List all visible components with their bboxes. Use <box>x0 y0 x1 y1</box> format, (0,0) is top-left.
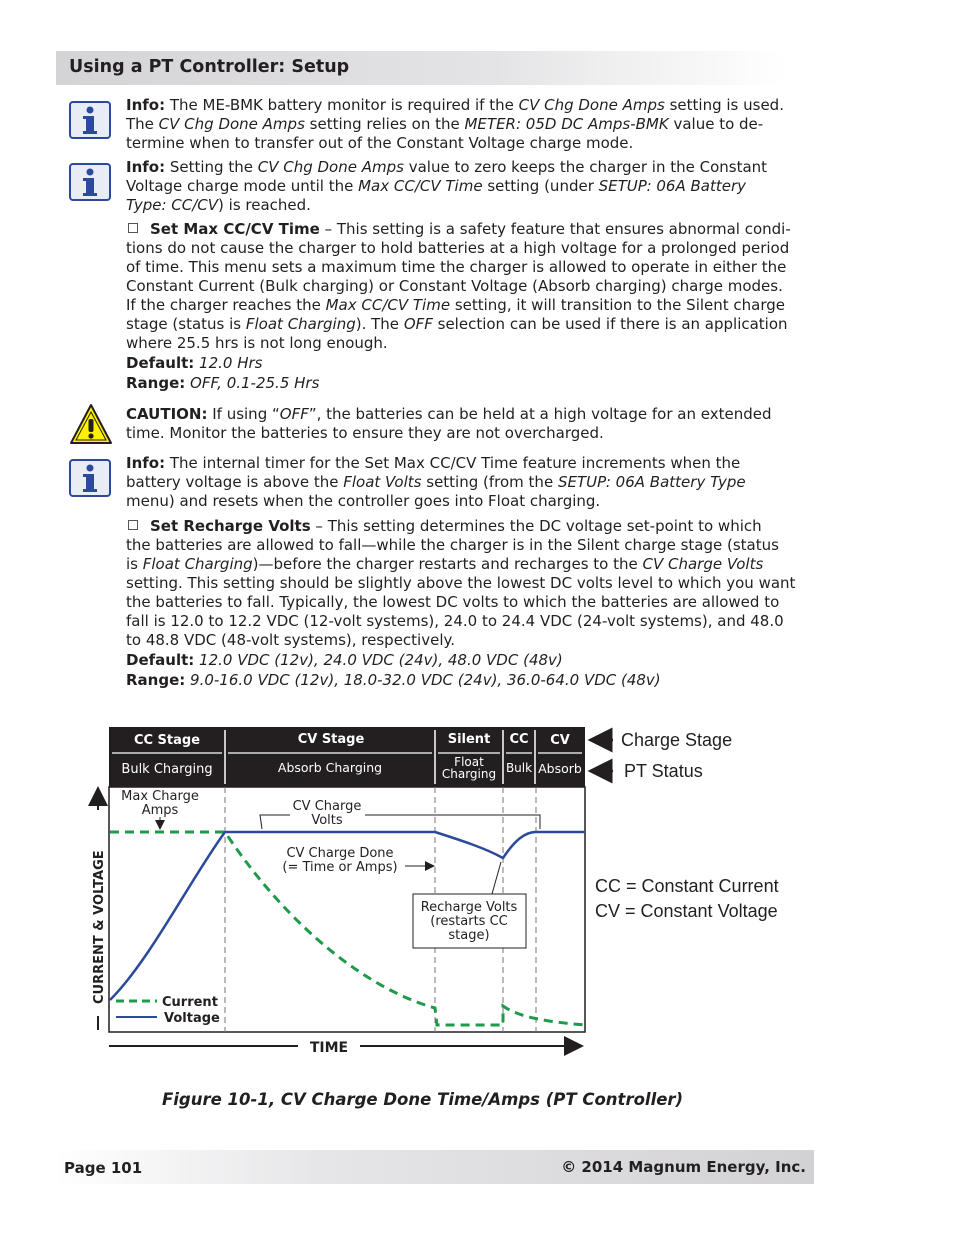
y-axis-label: CURRENT & VOLTAGE <box>92 850 107 1004</box>
caution-triangle-icon <box>69 403 113 445</box>
checkbox-icon <box>128 223 138 233</box>
cv-charge-volts-label: CV Charge <box>292 799 362 814</box>
section-title: Using a PT Controller: Setup <box>69 57 350 77</box>
copyright: © 2014 Magnum Energy, Inc. <box>561 1158 806 1176</box>
info-note-zero: Info: Setting the CV Chg Done Amps value to zero keeps the charger in the Constant Voltage charge mode until the Max CC/CV Time setting (under SETUP: 06A Battery Type: CC/CV) is reached. <box>126 158 768 214</box>
status-label: Bulk Charging <box>121 762 213 777</box>
max-charge-amps-label: Amps <box>141 803 179 818</box>
info-icon <box>69 101 111 139</box>
figure-caption: Figure 10-1, CV Charge Done Time/Amps (PT Controller) <box>162 1090 684 1109</box>
cv-charge-done-label: CV Charge Done <box>286 846 394 861</box>
max-charge-amps-label: Max Charge <box>121 789 199 804</box>
cv-charge-done-label: (= Time or Amps) <box>282 860 398 875</box>
info-note-bmk: Info: The ME-BMK battery monitor is required if the CV Chg Done Amps setting is used. The CV Chg Done Amps setting relies on the METER: 05D DC Amps-BMK value to de- termine when to transfer out of the Constant Voltage charge mode. <box>126 96 784 152</box>
recharge-volts-label: stage) <box>448 928 490 943</box>
recharge-volts-label: Recharge Volts <box>420 900 518 915</box>
status-label: Charging <box>441 767 497 781</box>
info-icon <box>69 163 111 201</box>
status-label: Float <box>454 755 484 769</box>
stage-label: CC <box>509 732 529 747</box>
caution-note: CAUTION: If using “OFF”, the batteries can be held at a high voltage for an extended time. Monitor the batteries to ensure they are not overcharged. <box>126 405 772 442</box>
status-label: Absorb Charging <box>277 760 383 775</box>
info-note-timer: Info: The internal timer for the Set Max CC/CV Time feature increments when the battery voltage is above the Float Volts setting (from the SETUP: 06A Battery Type menu) and resets when the controller goes into Float charging. <box>126 454 746 510</box>
stage-label: Silent <box>447 732 491 747</box>
legend <box>116 995 220 1026</box>
status-label: Absorb <box>538 761 582 776</box>
checkbox-icon <box>128 520 138 530</box>
legend-current: Current <box>162 995 218 1010</box>
stage-label: CC Stage <box>133 733 201 748</box>
stage-label: CV Stage <box>297 732 365 747</box>
page-footer <box>56 1150 814 1184</box>
cv-charge-volts-label: Volts <box>311 813 343 828</box>
cv-definition: CV = Constant Voltage <box>595 901 778 921</box>
charge-stage-label: Charge Stage <box>621 730 733 750</box>
cc-definition: CC = Constant Current <box>595 876 779 896</box>
info-icon <box>69 459 111 497</box>
x-axis-label: TIME <box>309 1040 349 1056</box>
recharge-volts-section: Set Recharge Volts – This setting determines the DC voltage set-point to which the batteries are allowed to fall—while the charger is in the Silent charge stage (status is Float Charging)—before the charger restarts and recharges to the CV Charge Volts setting. This setting should be slightly above the lowest DC volts level to which you want the batteries to fall. Typically, the lowest DC volts to which the batteries are allowed to fall is 12.0 to 12.2 VDC (12-volt systems), 24.0 to 24.4 VDC (24-volt systems), and 48.0 to 48.8 VDC (48-volt systems), respectively. Default: 12.0 VDC (12v), 24.0 VDC (24v), 48.0 VDC (48v) Range: 9.0-16.0 VDC (12v), 18.0-32.0 VDC (24v), 36.0-64.0 VDC (48v) <box>126 517 796 689</box>
status-label: Bulk <box>505 761 533 775</box>
max-cc-cv-time-section: Set Max CC/CV Time – This setting is a safety feature that ensures abnormal condi- tions do not cause the charger to hold batteries at a high voltage for a prolonged period of time. This menu sets a maximum time the charger is allowed to operate in either the Constant Current (Bulk charging) or Constant Voltage (Absorb charging) charge modes. If the charger reaches the Max CC/CV Time setting, it will transition to the Silent charge stage (status is Float Charging). The OFF selection can be used if there is an application where 25.5 hrs is not long enough. Default: 12.0 Hrs Range: OFF, 0.1-25.5 Hrs <box>126 220 791 392</box>
charge-stage-diagram <box>0 700 954 1070</box>
pt-status-label: PT Status <box>624 761 703 781</box>
page-number: Page 101 <box>64 1159 143 1177</box>
legend-voltage: Voltage <box>164 1011 220 1026</box>
stage-label: CV <box>550 733 570 748</box>
section-header <box>56 51 786 85</box>
recharge-volts-label: (restarts CC <box>430 914 508 929</box>
